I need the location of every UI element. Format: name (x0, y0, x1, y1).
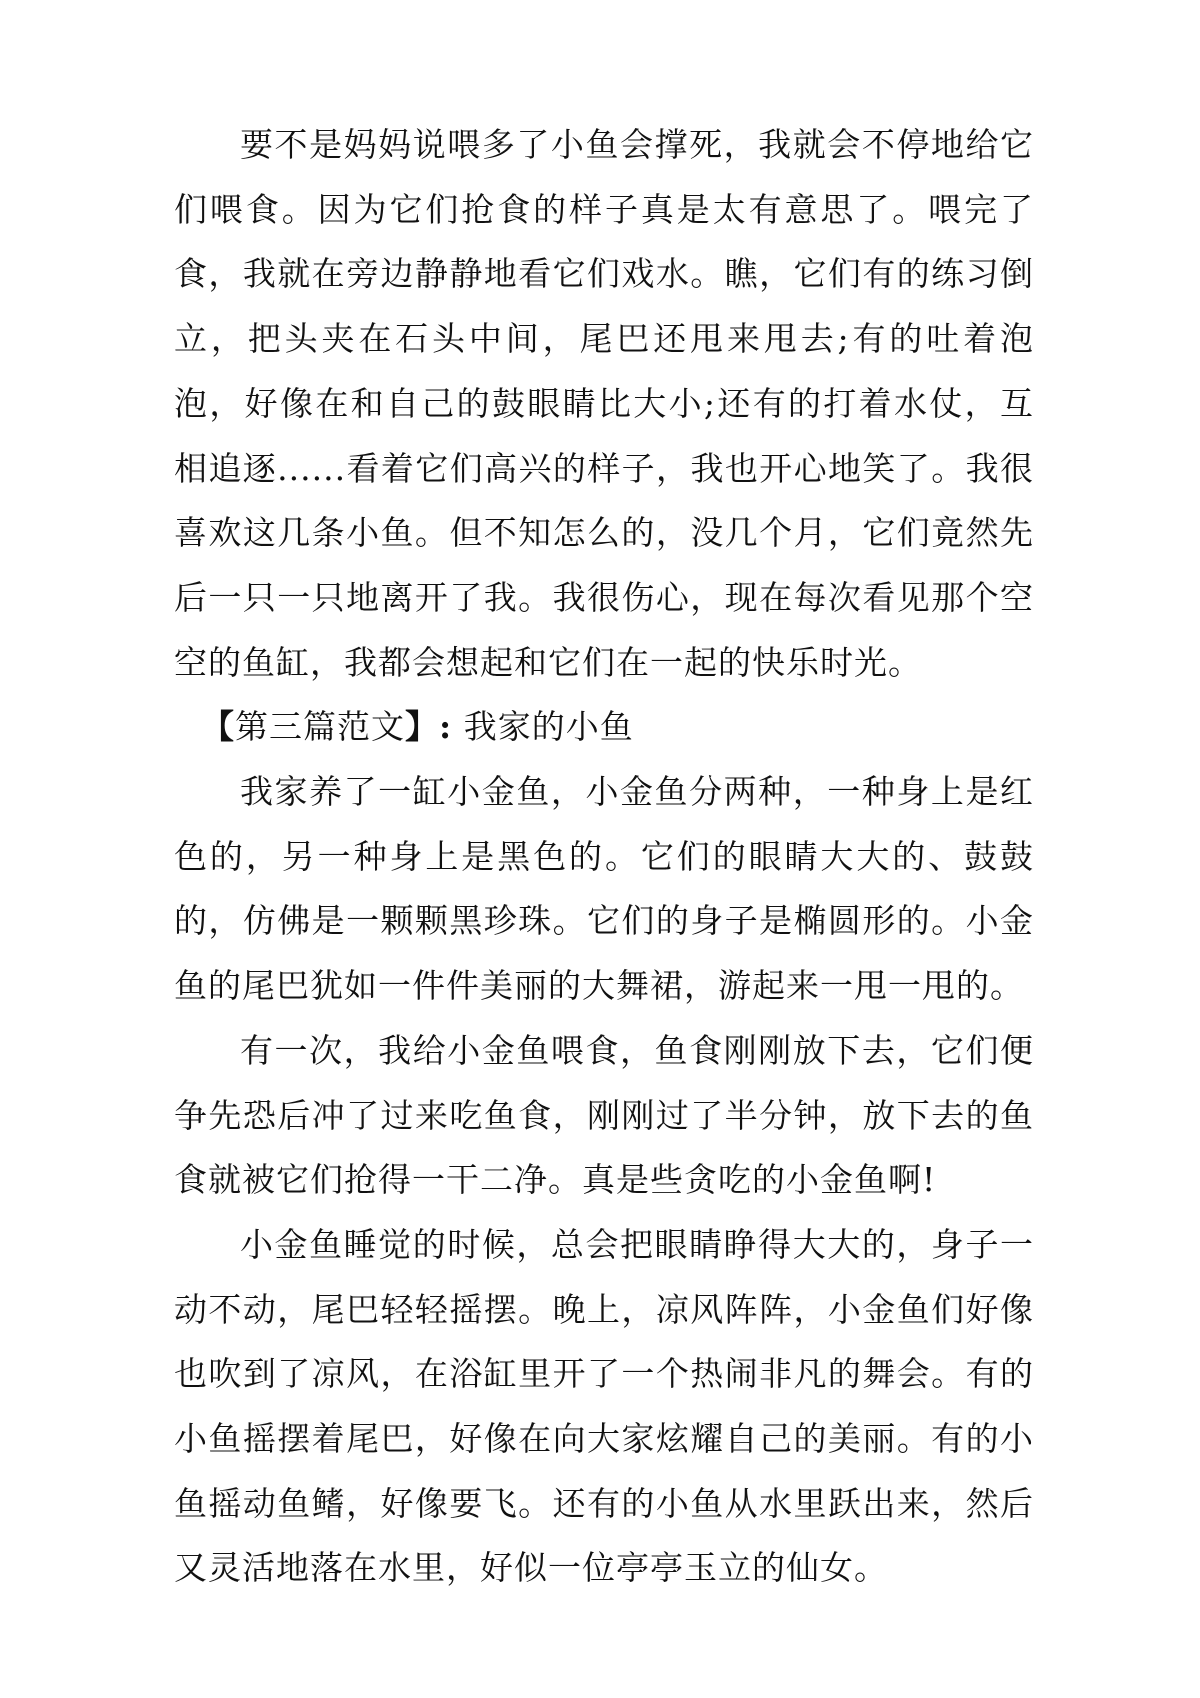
heading-label: 第三篇范文 (235, 707, 406, 747)
heading-close-bracket: 】 (405, 707, 440, 747)
paragraph-goldfish-feeding: 有一次，我给小金鱼喂食，鱼食刚刚放下去，它们便争先恐后冲了过来吃鱼食，刚刚过了半分钟，放下去的鱼食就被它们抢得一干二净。真是些贪吃的小金鱼啊! (174, 1030, 1034, 1200)
heading-open-bracket: 【 (201, 707, 236, 747)
heading-colon: : (439, 707, 453, 747)
heading-title: 我家的小鱼 (463, 707, 634, 747)
paragraph-goldfish-description: 我家养了一缸小金鱼，小金鱼分两种，一种身上是红色的，另一种身上是黑色的。它们的眼睛大大的、鼓鼓的，仿佛是一颗颗黑珍珠。它们的身子是椭圆形的。小金鱼的尾巴犹如一件件美丽的大舞裙，游起来一甩一甩的。 (174, 772, 1034, 1006)
section-heading (174, 695, 1034, 760)
paragraph-fish-feeding: 要不是妈妈说喂多了小鱼会撑死，我就会不停地给它们喂食。因为它们抢食的样子真是太有意思了。喂完了食，我就在旁边静静地看它们戏水。瞧，它们有的练习倒立，把头夹在石头中间，尾巴还甩来甩去;有的吐着泡泡，好像在和自己的鼓眼睛比大小;还有的打着水仗，互相追逐......看着它们高兴的样子，我也开心地笑了。我很喜欢这几条小鱼。但不知怎么的，没几个月，它们竟然先后一只一只地离开了我。我很伤心，现在每次看见那个空空的鱼缸，我都会想起和它们在一起的快乐时光。 (174, 125, 1034, 682)
document-body (174, 113, 1034, 1601)
paragraph-goldfish-sleeping: 小金鱼睡觉的时候，总会把眼睛睁得大大的，身子一动不动，尾巴轻轻摇摆。晚上，凉风阵阵，小金鱼们好像也吹到了凉风，在浴缸里开了一个热闹非凡的舞会。有的小鱼摇摆着尾巴，好像在向大家炫耀自己的美丽。有的小鱼摇动鱼鳍，好像要飞。还有的小鱼从水里跃出来，然后又灵活地落在水里，好似一位亭亭玉立的仙女。 (174, 1224, 1034, 1588)
